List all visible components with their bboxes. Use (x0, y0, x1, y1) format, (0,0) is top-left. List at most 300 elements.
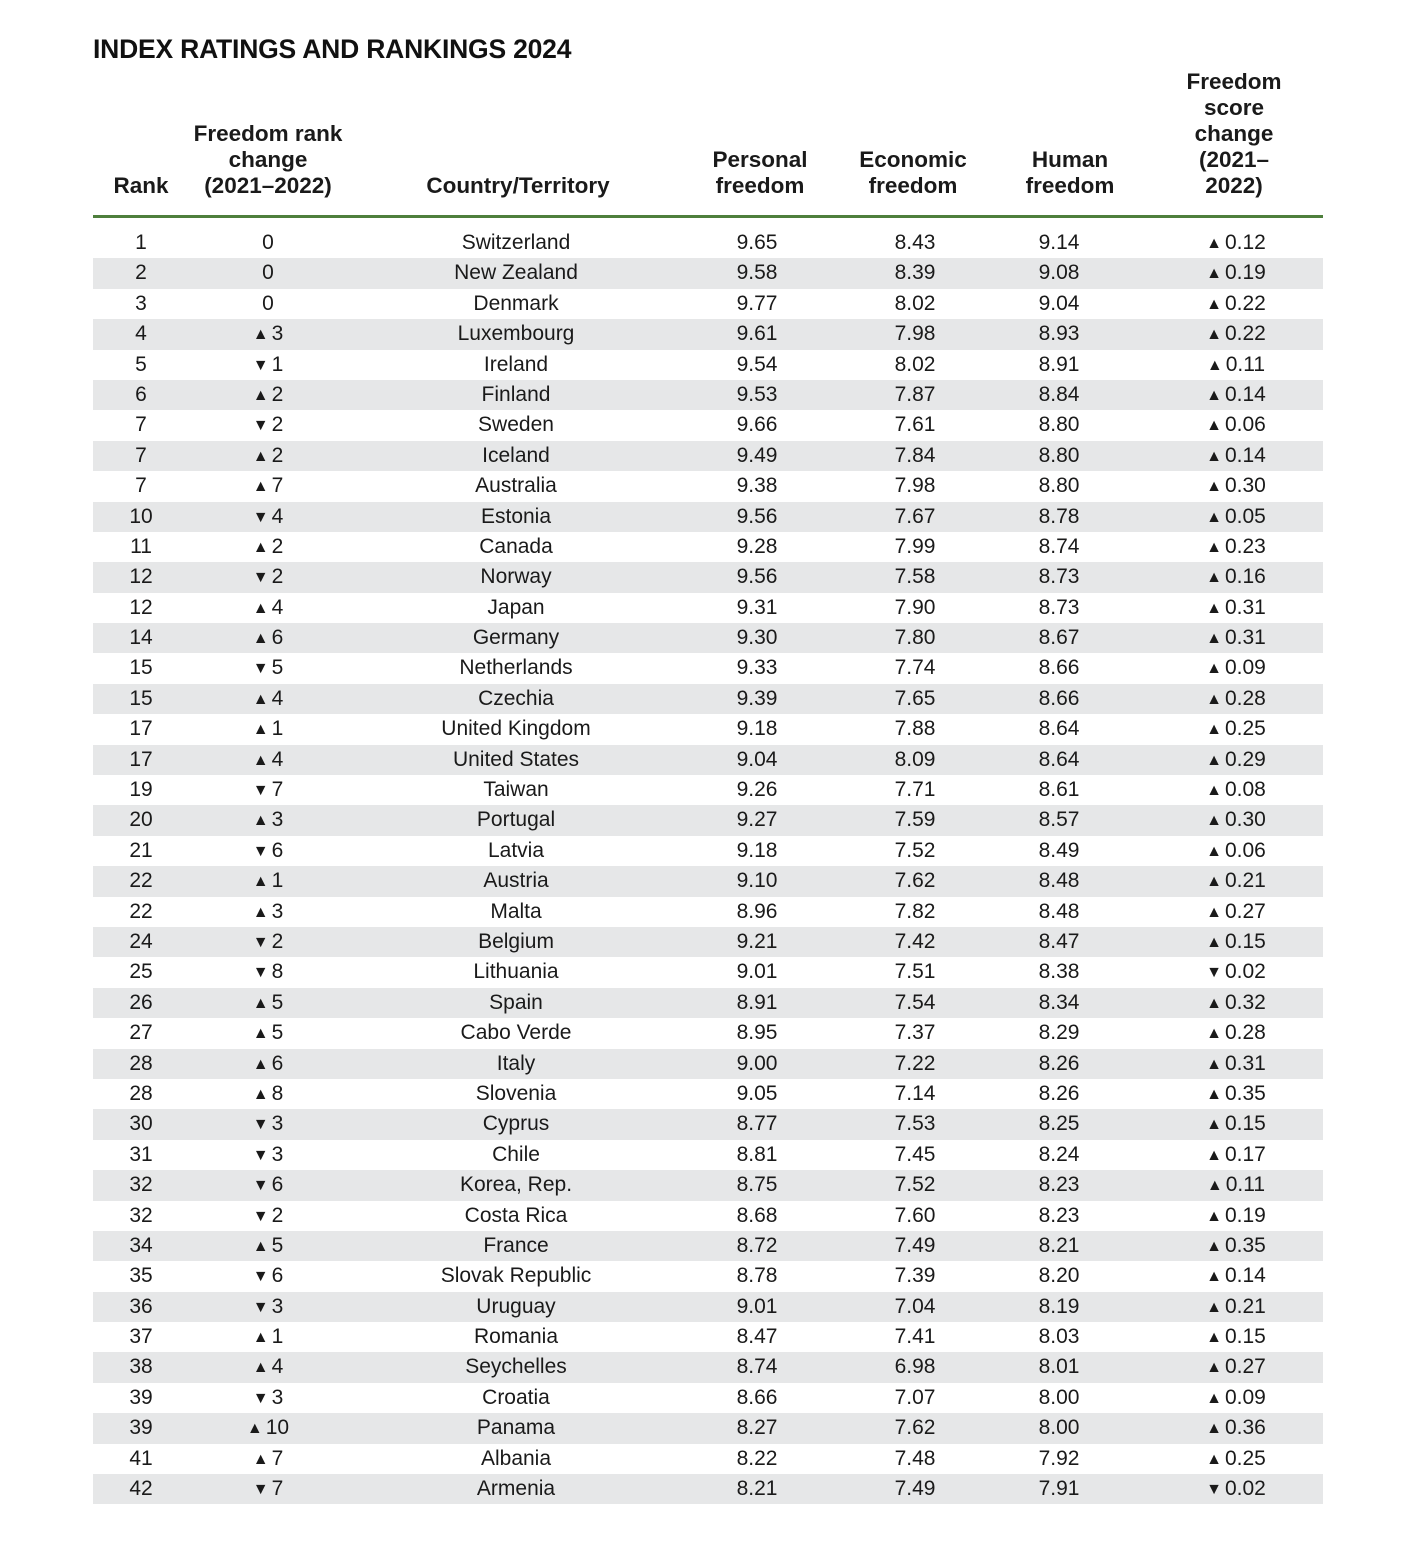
table-row (93, 1444, 1323, 1474)
cell-country: Australia (475, 474, 557, 498)
cell-human: 8.64 (1038, 747, 1080, 771)
table-row (93, 1049, 1323, 1079)
cell-rank-change: ▲ 1 (253, 1322, 284, 1352)
cell-country: Finland (481, 382, 551, 406)
table-row (93, 653, 1323, 683)
arrow-down-icon: ▼ (252, 1177, 269, 1195)
table-row (93, 350, 1323, 380)
cell-rank: 22 (129, 869, 153, 893)
table-row (93, 1109, 1323, 1139)
cell-rank-change: ▼ 3 (253, 1109, 284, 1139)
cell-country: Armenia (476, 1477, 556, 1501)
arrow-up-icon: ▲ (1206, 812, 1222, 830)
cell-personal: 9.49 (736, 443, 778, 467)
table-row (93, 289, 1323, 319)
cell-rank: 36 (129, 1294, 153, 1318)
cell-country: Spain (489, 990, 543, 1014)
cell-personal: 9.66 (736, 413, 778, 437)
cell-score-change: ▲ 0.25 (1206, 1444, 1266, 1474)
cell-country: Croatia (482, 1385, 550, 1409)
arrow-up-icon: ▲ (1206, 1177, 1223, 1195)
cell-human: 8.64 (1038, 717, 1080, 741)
cell-economic: 7.82 (894, 899, 936, 923)
cell-economic: 8.39 (894, 261, 936, 285)
cell-country: New Zealand (454, 261, 578, 285)
cell-personal: 9.61 (736, 322, 778, 346)
cell-economic: 7.45 (894, 1142, 936, 1166)
arrow-up-icon: ▲ (1206, 1146, 1222, 1164)
cell-economic: 7.59 (894, 808, 936, 832)
arrow-down-icon: ▼ (1206, 964, 1222, 982)
table-row (93, 1322, 1323, 1352)
cell-country: Romania (473, 1325, 559, 1349)
cell-rank: 31 (129, 1142, 153, 1166)
cell-personal: 9.01 (736, 1294, 778, 1318)
cell-personal: 8.72 (736, 1233, 778, 1257)
cell-personal: 8.75 (736, 1173, 778, 1197)
arrow-up-icon: ▲ (1206, 295, 1222, 313)
header-human-freedom: Human freedom (1025, 147, 1115, 198)
cell-economic: 8.43 (894, 231, 936, 254)
cell-personal: 8.22 (736, 1446, 778, 1470)
cell-economic: 7.90 (894, 595, 936, 619)
cell-personal: 8.95 (736, 1021, 778, 1045)
cell-country: Taiwan (483, 778, 549, 802)
cell-rank: 38 (129, 1355, 153, 1379)
cell-human: 9.14 (1038, 231, 1080, 254)
cell-personal: 9.05 (736, 1081, 778, 1105)
arrow-down-icon: ▼ (252, 508, 269, 526)
page-title: INDEX RATINGS AND RANKINGS 2024 (93, 34, 572, 64)
cell-human: 8.23 (1038, 1173, 1080, 1197)
cell-rank-change: ▼ 3 (253, 1140, 284, 1170)
cell-rank-change: ▲ 1 (253, 866, 284, 896)
cell-rank-change: ▲ 5 (253, 988, 284, 1018)
table-row (93, 866, 1323, 896)
arrow-up-icon: ▲ (1206, 1298, 1222, 1316)
arrow-up-icon: ▲ (252, 1329, 269, 1347)
cell-human: 8.74 (1038, 534, 1080, 558)
arrow-down-icon: ▼ (252, 1207, 269, 1225)
cell-economic: 7.88 (894, 717, 936, 741)
cell-human: 8.66 (1038, 686, 1080, 710)
cell-human: 8.78 (1038, 504, 1080, 528)
cell-rank-change: 0 (262, 291, 274, 315)
cell-human: 8.80 (1038, 443, 1080, 467)
cell-rank: 14 (129, 626, 153, 650)
table-row (93, 988, 1323, 1018)
arrow-up-icon: ▲ (252, 478, 269, 496)
cell-score-change: ▼ 0.02 (1206, 1474, 1266, 1504)
cell-human: 8.80 (1038, 474, 1080, 498)
cell-human: 8.00 (1038, 1385, 1080, 1409)
table-row (93, 1292, 1323, 1322)
arrow-up-icon: ▲ (252, 538, 269, 556)
cell-economic: 7.60 (894, 1203, 936, 1227)
cell-human: 8.21 (1038, 1233, 1080, 1257)
cell-rank-change: ▼ 2 (253, 1201, 284, 1231)
cell-rank-change: ▲ 4 (253, 745, 284, 775)
cell-personal: 9.31 (736, 595, 778, 619)
cell-rank: 11 (130, 534, 152, 558)
arrow-up-icon: ▲ (1206, 660, 1222, 678)
arrow-up-icon: ▲ (1206, 1207, 1222, 1225)
table-row (93, 410, 1323, 440)
cell-human: 8.61 (1038, 778, 1080, 802)
cell-rank: 17 (129, 747, 153, 771)
cell-economic: 7.14 (894, 1081, 936, 1105)
cell-rank-change: ▼ 4 (253, 502, 284, 532)
cell-economic: 7.80 (894, 626, 936, 650)
table-row (93, 319, 1323, 349)
cell-country: Cabo Verde (460, 1021, 572, 1045)
arrow-up-icon: ▲ (1206, 842, 1222, 860)
arrow-up-icon: ▲ (1206, 1237, 1222, 1255)
cell-rank-change: ▼ 3 (253, 1383, 284, 1413)
cell-score-change: ▲ 0.27 (1206, 1352, 1266, 1382)
arrow-up-icon: ▲ (1206, 386, 1222, 404)
arrow-up-icon: ▲ (1206, 508, 1222, 526)
cell-rank-change: ▲ 1 (253, 714, 284, 744)
arrow-down-icon: ▼ (252, 1298, 269, 1316)
cell-economic: 7.53 (894, 1112, 936, 1136)
cell-human: 8.67 (1038, 626, 1080, 650)
cell-human: 8.73 (1038, 595, 1080, 619)
arrow-up-icon: ▲ (1206, 235, 1222, 252)
header-economic-freedom: Economic freedom (859, 147, 967, 198)
table-row (93, 1170, 1323, 1200)
cell-economic: 7.87 (894, 382, 936, 406)
cell-country: Cyprus (482, 1112, 550, 1136)
cell-economic: 8.02 (894, 352, 936, 376)
cell-personal: 9.33 (736, 656, 778, 680)
cell-personal: 9.10 (736, 869, 778, 893)
cell-personal: 9.18 (736, 717, 778, 741)
cell-human: 8.84 (1038, 382, 1080, 406)
cell-country: Czechia (478, 686, 554, 710)
cell-rank: 21 (129, 838, 153, 862)
cell-economic: 7.37 (894, 1021, 936, 1045)
cell-personal: 8.27 (736, 1416, 778, 1440)
cell-rank: 30 (129, 1112, 153, 1136)
cell-rank-change: ▲ 6 (253, 623, 284, 653)
cell-score-change: ▼ 0.02 (1206, 957, 1266, 987)
arrow-up-icon: ▲ (1206, 903, 1222, 921)
arrow-down-icon: ▼ (252, 782, 269, 800)
cell-rank: 25 (129, 960, 153, 984)
header-score-change: Freedom score change (2021–2022) (1186, 69, 1282, 198)
cell-rank: 5 (135, 352, 147, 376)
cell-personal: 9.04 (736, 747, 778, 771)
cell-score-change: ▲ 0.05 (1206, 502, 1266, 532)
cell-country: Austria (483, 869, 549, 893)
cell-score-change: ▲ 0.35 (1206, 1079, 1266, 1109)
cell-rank-change: ▲ 3 (253, 897, 284, 927)
cell-economic: 7.42 (894, 929, 936, 953)
table-row (93, 502, 1323, 532)
cell-score-change: ▲ 0.28 (1206, 684, 1266, 714)
cell-country: Denmark (473, 291, 559, 315)
table-row (93, 1474, 1323, 1504)
arrow-down-icon: ▼ (252, 356, 269, 374)
cell-rank-change: ▼ 6 (253, 1170, 284, 1200)
arrow-up-icon: ▲ (1206, 721, 1222, 739)
cell-rank-change: ▼ 7 (253, 775, 284, 805)
cell-rank: 34 (129, 1233, 153, 1257)
cell-rank-change: ▲ 8 (253, 1079, 284, 1109)
cell-human: 8.93 (1038, 322, 1080, 346)
cell-score-change: ▲ 0.14 (1206, 441, 1266, 471)
cell-personal: 8.91 (736, 990, 778, 1014)
arrow-up-icon: ▲ (1206, 1116, 1222, 1134)
arrow-up-icon: ▲ (252, 1025, 269, 1043)
cell-rank: 42 (129, 1477, 153, 1501)
cell-economic: 7.04 (894, 1294, 936, 1318)
table-header (93, 69, 1323, 216)
table-row (93, 897, 1323, 927)
cell-rank: 17 (129, 717, 153, 741)
cell-rank: 32 (129, 1173, 153, 1197)
cell-personal: 9.54 (736, 352, 778, 376)
arrow-down-icon: ▼ (252, 1389, 269, 1407)
arrow-up-icon: ▲ (1206, 1025, 1222, 1043)
cell-rank-change: ▲ 7 (253, 1444, 284, 1474)
arrow-up-icon: ▲ (1206, 417, 1222, 435)
cell-score-change: ▲ 0.11 (1207, 1170, 1265, 1200)
cell-economic: 7.74 (894, 656, 936, 680)
cell-human: 8.00 (1038, 1416, 1080, 1440)
arrow-up-icon: ▲ (252, 721, 269, 739)
cell-personal: 9.26 (736, 778, 778, 802)
cell-human: 8.49 (1038, 838, 1080, 862)
cell-economic: 7.62 (894, 869, 936, 893)
table-row (93, 1231, 1323, 1261)
cell-country: Switzerland (461, 231, 571, 254)
arrow-up-icon: ▲ (252, 812, 269, 830)
cell-country: Ireland (483, 352, 549, 376)
cell-human: 8.26 (1038, 1081, 1080, 1105)
cell-score-change: ▲ 0.25 (1206, 714, 1266, 744)
cell-personal: 9.53 (736, 382, 778, 406)
cell-score-change: ▲ 0.21 (1206, 866, 1266, 896)
table-row (93, 1352, 1323, 1382)
cell-rank: 15 (129, 656, 153, 680)
cell-rank: 6 (135, 382, 147, 406)
cell-rank: 39 (129, 1416, 153, 1440)
arrow-down-icon: ▼ (252, 1481, 269, 1499)
cell-rank: 39 (129, 1385, 153, 1409)
cell-rank-change: ▼ 7 (253, 1474, 284, 1504)
table-row (93, 805, 1323, 835)
cell-rank: 20 (129, 808, 153, 832)
cell-score-change: ▲ 0.22 (1206, 289, 1266, 319)
cell-score-change: ▲ 0.06 (1206, 410, 1266, 440)
table-row (93, 957, 1323, 987)
cell-country: Portugal (476, 808, 556, 832)
cell-score-change: ▲ 0.17 (1206, 1140, 1266, 1170)
cell-rank: 27 (129, 1021, 153, 1045)
table-row (93, 1140, 1323, 1170)
cell-rank: 1 (135, 231, 147, 254)
table-row (93, 623, 1323, 653)
cell-rank: 4 (135, 322, 147, 346)
arrow-up-icon: ▲ (252, 690, 269, 708)
cell-personal: 9.30 (736, 626, 778, 650)
cell-economic: 7.49 (894, 1477, 936, 1501)
cell-economic: 7.48 (894, 1446, 936, 1470)
cell-country: Japan (487, 595, 545, 619)
cell-personal: 9.01 (736, 960, 778, 984)
cell-economic: 7.49 (894, 1233, 936, 1257)
cell-score-change: ▲ 0.30 (1206, 805, 1266, 835)
cell-rank: 22 (129, 899, 153, 923)
cell-rank-change: ▲ 5 (253, 1018, 284, 1048)
cell-economic: 7.58 (894, 565, 936, 589)
arrow-up-icon: ▲ (252, 1055, 269, 1073)
arrow-up-icon: ▲ (1206, 599, 1222, 617)
arrow-up-icon: ▲ (252, 1237, 269, 1255)
cell-country: Iceland (482, 443, 550, 467)
cell-country: Belgium (478, 929, 554, 953)
cell-score-change: ▲ 0.30 (1206, 471, 1266, 501)
cell-economic: 7.99 (894, 534, 936, 558)
cell-personal: 9.21 (736, 929, 778, 953)
cell-score-change: ▲ 0.19 (1206, 1201, 1266, 1231)
cell-human: 8.01 (1038, 1355, 1080, 1379)
cell-score-change: ▲ 0.21 (1206, 1292, 1266, 1322)
cell-personal: 8.66 (736, 1385, 778, 1409)
cell-country: Estonia (480, 504, 552, 528)
cell-score-change: ▲ 0.19 (1206, 258, 1266, 288)
cell-score-change: ▲ 0.14 (1206, 1261, 1266, 1291)
cell-country: Lithuania (473, 960, 559, 984)
cell-rank: 2 (135, 261, 147, 285)
arrow-up-icon: ▲ (1206, 356, 1223, 374)
table-row (93, 1413, 1323, 1443)
cell-rank-change: ▼ 2 (253, 562, 284, 592)
cell-country: Germany (472, 626, 560, 650)
arrow-up-icon: ▲ (246, 1420, 263, 1438)
cell-human: 8.57 (1038, 808, 1080, 832)
cell-rank: 41 (129, 1446, 153, 1470)
cell-personal: 8.47 (736, 1325, 778, 1349)
cell-country: Slovak Republic (440, 1264, 592, 1288)
cell-country: Sweden (478, 413, 554, 437)
table-row (93, 593, 1323, 623)
table-row (93, 532, 1323, 562)
cell-personal: 9.27 (736, 808, 778, 832)
arrow-up-icon: ▲ (1206, 1450, 1222, 1468)
cell-economic: 7.65 (894, 686, 936, 710)
table-row (93, 927, 1323, 957)
arrow-up-icon: ▲ (1206, 1389, 1222, 1407)
arrow-up-icon: ▲ (1206, 447, 1222, 465)
table-row (93, 775, 1323, 805)
cell-score-change: ▲ 0.09 (1206, 653, 1266, 683)
cell-economic: 7.52 (894, 838, 936, 862)
cell-score-change: ▲ 0.31 (1206, 1049, 1266, 1079)
cell-rank-change: ▲ 2 (253, 532, 284, 562)
cell-human: 8.29 (1038, 1021, 1080, 1045)
table-row (93, 1383, 1323, 1413)
arrow-up-icon: ▲ (1206, 1359, 1222, 1377)
cell-rank-change: ▲ 4 (253, 684, 284, 714)
cell-rank: 28 (129, 1081, 153, 1105)
cell-score-change: ▲ 0.09 (1206, 1383, 1266, 1413)
cell-rank-change: 0 (262, 261, 274, 285)
cell-rank: 7 (135, 413, 147, 437)
arrow-down-icon: ▼ (252, 1146, 269, 1164)
table-body (93, 228, 1323, 1504)
cell-rank-change: ▼ 1 (253, 350, 284, 380)
cell-country: Chile (492, 1142, 540, 1166)
cell-economic: 7.67 (894, 504, 936, 528)
arrow-up-icon: ▲ (1206, 751, 1222, 769)
cell-rank-change: ▲ 2 (253, 441, 284, 471)
cell-rank-change: ▲ 7 (253, 471, 284, 501)
cell-economic: 8.02 (894, 291, 936, 315)
cell-human: 8.19 (1038, 1294, 1080, 1318)
cell-economic: 7.62 (894, 1416, 936, 1440)
arrow-down-icon: ▼ (252, 964, 269, 982)
arrow-up-icon: ▲ (1206, 782, 1222, 800)
cell-human: 8.48 (1038, 899, 1080, 923)
cell-rank: 12 (129, 595, 153, 619)
cell-personal: 9.58 (736, 261, 778, 285)
table-row (93, 441, 1323, 471)
arrow-up-icon: ▲ (1206, 1329, 1222, 1347)
cell-rank-change: ▲ 5 (253, 1231, 284, 1261)
cell-personal: 9.56 (736, 504, 778, 528)
cell-rank-change: ▼ 8 (253, 957, 284, 987)
cell-rank: 32 (129, 1203, 153, 1227)
cell-score-change: ▲ 0.16 (1206, 562, 1266, 592)
cell-human: 8.38 (1038, 960, 1080, 984)
header-rank: Rank (113, 173, 169, 198)
cell-human: 8.48 (1038, 869, 1080, 893)
cell-score-change: ▲ 0.23 (1206, 532, 1266, 562)
table-row (93, 228, 1323, 258)
cell-human: 8.24 (1038, 1142, 1080, 1166)
cell-human: 7.91 (1038, 1477, 1080, 1501)
cell-economic: 7.98 (894, 322, 936, 346)
cell-economic: 6.98 (894, 1355, 936, 1379)
cell-economic: 7.39 (894, 1264, 936, 1288)
cell-rank: 28 (129, 1051, 153, 1075)
arrow-up-icon: ▲ (1206, 1420, 1222, 1438)
cell-rank-change: ▼ 5 (253, 653, 284, 683)
cell-human: 8.03 (1038, 1325, 1080, 1349)
arrow-up-icon: ▲ (252, 599, 269, 617)
arrow-up-icon: ▲ (1206, 690, 1222, 708)
cell-score-change: ▲ 0.35 (1206, 1231, 1266, 1261)
header-divider (93, 215, 1323, 218)
cell-personal: 8.21 (736, 1477, 778, 1501)
arrow-up-icon: ▲ (1206, 265, 1222, 283)
cell-economic: 7.71 (894, 778, 936, 802)
cell-rank-change: ▲ 3 (253, 319, 284, 349)
cell-human: 9.04 (1038, 291, 1080, 315)
cell-personal: 9.38 (736, 474, 778, 498)
cell-score-change: ▲ 0.06 (1206, 836, 1266, 866)
cell-country: Seychelles (465, 1355, 567, 1379)
cell-economic: 7.22 (894, 1051, 936, 1075)
cell-score-change: ▲ 0.36 (1206, 1413, 1266, 1443)
cell-human: 8.47 (1038, 929, 1080, 953)
cell-score-change: ▲ 0.28 (1206, 1018, 1266, 1048)
cell-economic: 7.54 (894, 990, 936, 1014)
arrow-down-icon: ▼ (252, 1268, 269, 1286)
